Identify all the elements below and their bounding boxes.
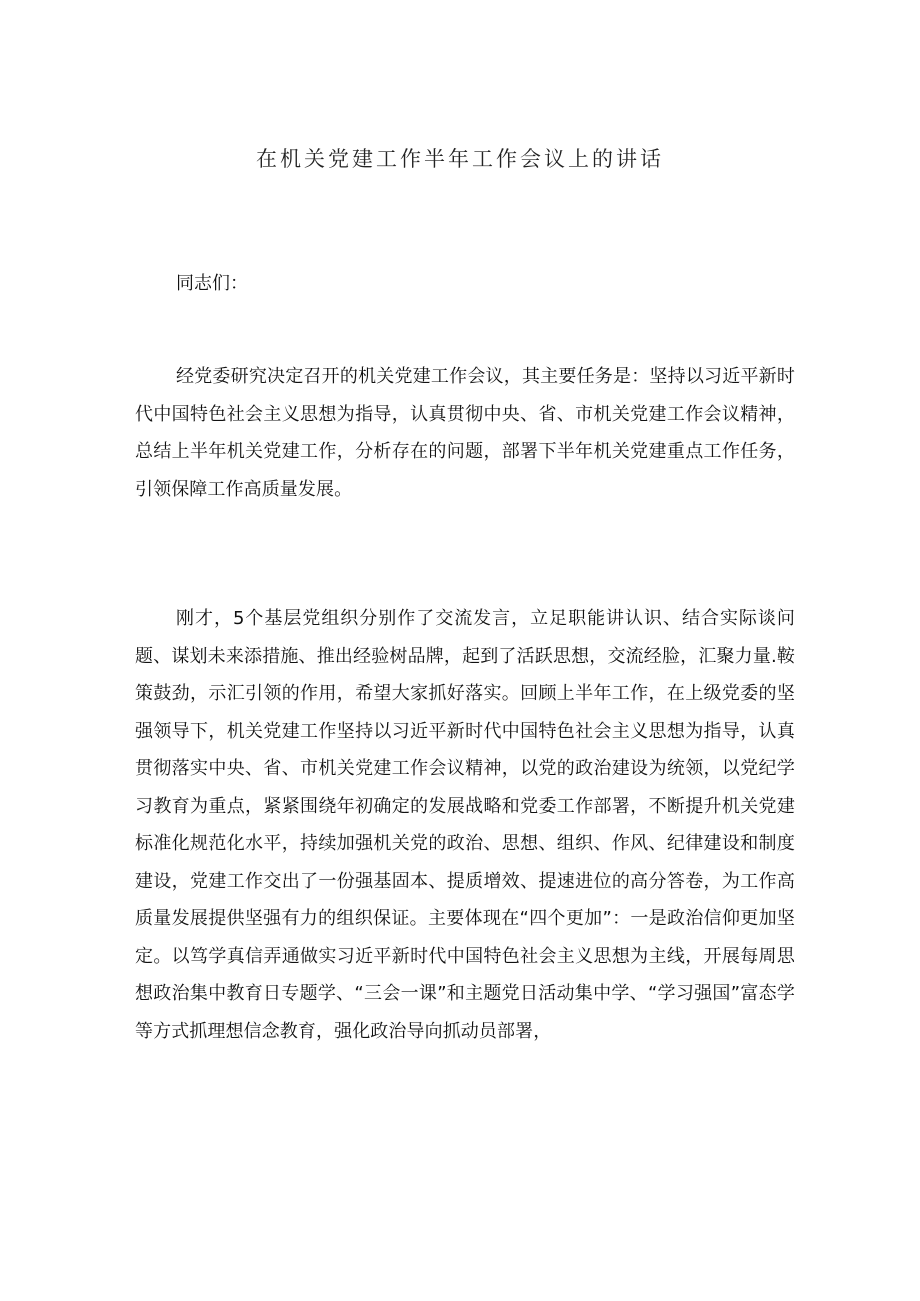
salutation: 同志们： [176, 273, 248, 294]
paragraph-meeting-purpose: 经党委研究决定召开的机关党建工作会议，其主要任务是：坚持以习近平新时代中国特色社会主义思想为指导，认真贯彻中央、省、市机关党建工作会议精神，总结上半年机关党建工作，分析存在的问题，部署下半年机关党建重点工作任务，引领保障工作高质量发展。 [135, 366, 795, 500]
document-title: 在机关党建工作半年工作会议上的讲话 [256, 147, 664, 171]
paragraph-review-work: 刚才，5个基层党组织分别作了交流发言，立足职能讲认识、结合实际谈问题、谋划未来添措施、推出经验树品牌，起到了活跃思想，交流经脸，汇聚力量.鞍策鼓劲，示汇引领的作用，希望大家抓好落实。回顾上半年工作，在上级党委的坚强领导下，机关党建工作坚持以习近平新时代中国特色社会主义思想为指导，认真贯彻落实中央、省、市机关党建工作会议精神，以党的政治建设为统领，以党纪学习教育为重点，紧紧围绕年初确定的发展战略和党委工作部署，不断提升机关党建标准化规范化水平，持续加强机关党的政治、思想、组织、作风、纪律建设和制度建设，党建工作交出了一份强基固本、提质增效、提速进位的高分答卷，为工作高质量发展提供坚强有力的组织保证。主要体现在“四个更加”：一是政治信仰更加坚定。以笃学真信弄通做实习近平新时代中国特色社会主义思想为主线，开展每周思想政治集中教育日专题学、“三会一课”和主题党日活动集中学、“学习强国”富态学等方式抓理想信念教育，强化政治导向抓动员部署， [135, 608, 795, 1042]
